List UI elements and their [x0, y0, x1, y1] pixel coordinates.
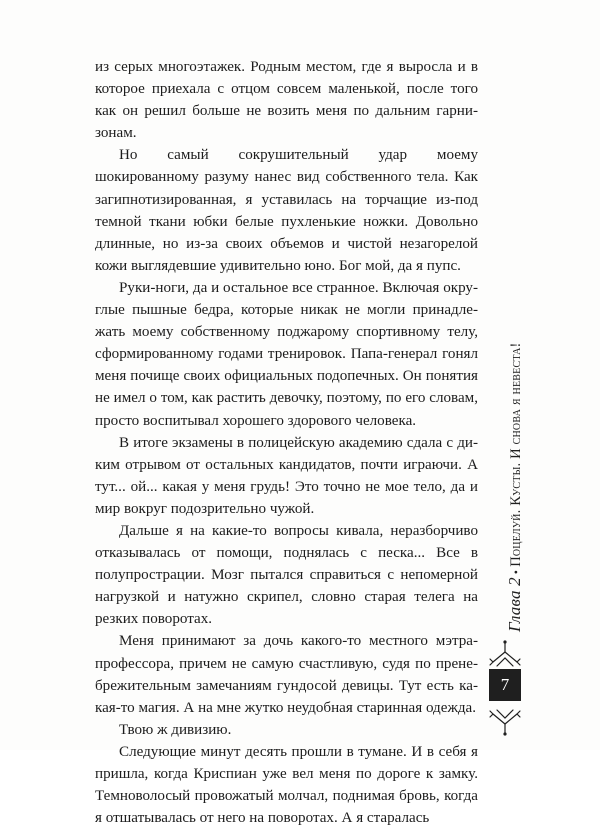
paragraph-6: Меня принимают за дочь какого-то местного мэтра-профессора, причем не самую счастливую, судя по пренебрежительным замечаниям гундосой девицы. Тут есть какая-то магия. А на мне жутко неудобная старинная одежда. [95, 633, 478, 716]
paragraph-3: Руки-ноги, да и остальное все странное. Включая округлые пышные бедра, которые никак не могли принадлежать моему собственному поджарому спортивному телу, сформированному годами тренировок. Папа-генерал гонял меня почище своих официальных подопечных. Он понятия не имел о том, как растить девочку, поэтому, по его словам, просто воспитывал хорошего здорового человека. [95, 279, 478, 429]
ornament-top-icon [489, 640, 521, 668]
separator-dot: • [509, 569, 523, 575]
chapter-label: Глава 2 [505, 577, 524, 632]
paragraph-5: Дальше я на какие-то вопросы кивала, неразборчиво отказывалась от помощи, поднялась с песка... Все в полупрострации. Мозг пытался справиться с непомерной нагрузкой и натужно скрипел, словно старая телега на резких поворотах. [95, 522, 478, 628]
ornament-bottom-icon [489, 708, 521, 736]
paragraph-4: В итоге экзамены в полицейскую академию сдала с диким отрывом от остальных кандидатов, почти играючи. А тут... ой... какая у меня грудь! Это точно не мое тело, да и мир вокруг подозрительно чужой. [95, 434, 478, 517]
page-number: 7 [489, 669, 521, 701]
paragraph-7: Твою ж дивизию. [119, 721, 232, 738]
running-head [505, 342, 525, 632]
paragraph-1: из серых многоэтажек. Родным местом, где я выросла и в которое приехала с отцом совсем маленькой, после того как он решил больше не возить меня по дальним гарнизонам. [95, 59, 478, 142]
chapter-title: Поцелуй. Кусты. И снова я невеста! [508, 342, 524, 567]
paragraph-8: Следующие минут десять прошли в тумане. И в себя я пришла, когда Криспиан уже вел меня по дороге к замку. Темноволосый провожатый молчал, поднимая бровь, когда я отшатывалась от него на поворотах. А я старалась [95, 743, 478, 827]
body-text [95, 56, 478, 829]
paragraph-2: Но самый сокрушительный удар моему шокированному разуму нанес вид собственного тела. Как загипнотизированная, я уставилась на торчащие из-под темной ткани юбки белые пухленькие ножки. Довольно длинные, но из-за своих объемов и чистой незагорелой кожи выглядевшие удивительно юно. Бог мой, да я пупс. [95, 147, 478, 274]
